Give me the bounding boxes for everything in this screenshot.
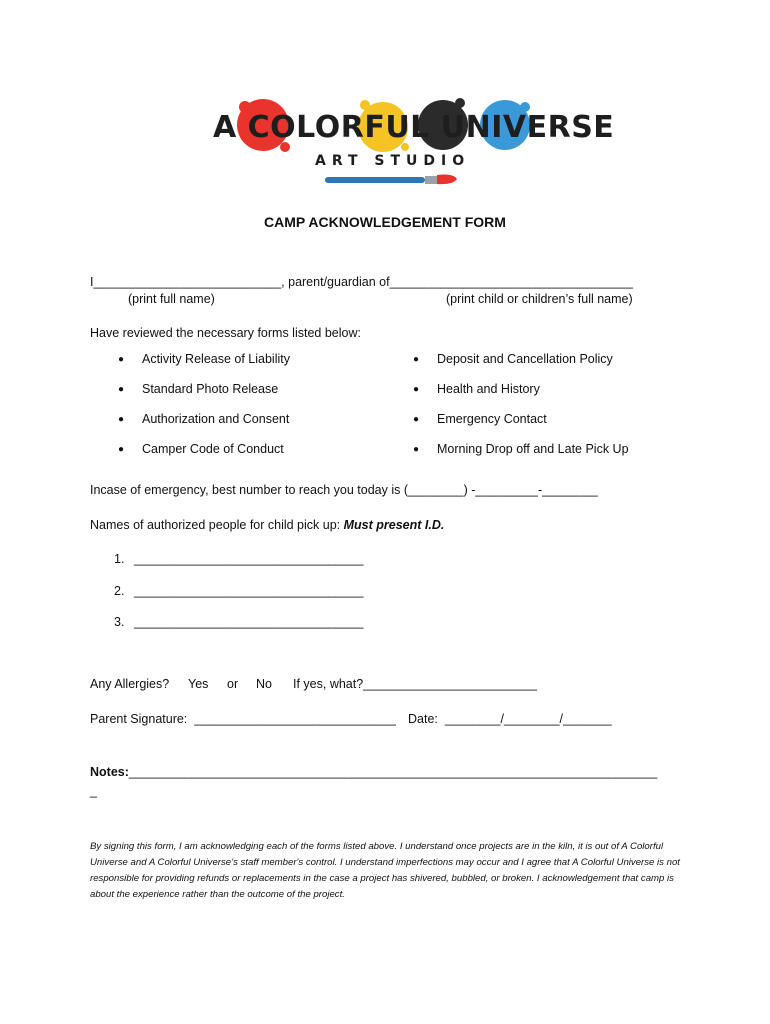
bullet-icon: ● — [118, 384, 125, 395]
form-item: Authorization and Consent — [142, 412, 290, 426]
allergies-label: Any Allergies? — [90, 677, 170, 691]
pickup-number: 2. — [114, 584, 125, 598]
pickup-name-field[interactable]: _________________________________ — [134, 552, 364, 566]
guardian-name-line[interactable]: I___________________________, parent/guardian of___________________________________ — [90, 275, 633, 289]
pickup-heading-text: Names of authorized people for child pick up: — [90, 518, 344, 532]
form-item: Activity Release of Liability — [142, 352, 290, 366]
parent-signature-field[interactable]: Parent Signature: _____________________________ — [90, 712, 396, 726]
allergies-yes-option[interactable]: Yes — [188, 677, 209, 691]
pickup-heading — [90, 518, 444, 532]
emergency-number-line[interactable]: Incase of emergency, best number to reach you today is (________) -_________-________ — [90, 483, 598, 497]
form-item: Standard Photo Release — [142, 382, 279, 396]
reviewed-heading: Have reviewed the necessary forms listed below: — [90, 326, 361, 340]
allergies-details-field[interactable]: If yes, what?_________________________ — [293, 677, 537, 691]
form-item: Camper Code of Conduct — [142, 442, 284, 456]
bullet-icon: ● — [413, 354, 420, 365]
print-child-name-hint: (print child or children’s full name) — [446, 292, 633, 306]
print-full-name-hint: (print full name) — [128, 292, 215, 306]
notes-field[interactable] — [90, 765, 657, 779]
pickup-emphasis: Must present I.D. — [343, 518, 445, 532]
bullet-icon: ● — [118, 414, 125, 425]
studio-logo — [205, 95, 615, 195]
form-item: Emergency Contact — [437, 412, 547, 426]
bullet-icon: ● — [413, 444, 420, 455]
date-field[interactable]: Date: ________/________/_______ — [408, 712, 612, 726]
form-item: Health and History — [437, 382, 540, 396]
pickup-name-field[interactable]: _________________________________ — [134, 615, 364, 629]
bullet-icon: ● — [118, 354, 125, 365]
page-title: CAMP ACKNOWLEDGEMENT FORM — [264, 214, 506, 230]
logo-subtitle: ART STUDIO — [315, 153, 471, 169]
bullet-icon: ● — [413, 414, 420, 425]
form-item: Morning Drop off and Late Pick Up — [437, 442, 629, 456]
pickup-number: 1. — [114, 552, 125, 566]
bullet-icon: ● — [118, 444, 125, 455]
allergies-no-option[interactable]: No — [256, 677, 272, 691]
bullet-icon: ● — [413, 384, 420, 395]
logo-title: A COLORFUL UNIVERSE — [213, 110, 615, 145]
disclaimer-text: By signing this form, I am acknowledging each of the forms listed above. I understand once projects are in the kiln, it is out of A Colorful Universe and A Colorful Universe’s staff member's control. I understand imperfections may occur and I agree that A Colorful Universe is not responsible for providing refunds or replacements in the case a project has shivered, bubbled, or broken. I acknowledgement that camp is about the experience rather than the outcome of the project. — [90, 841, 680, 900]
pickup-name-field[interactable]: _________________________________ — [134, 584, 364, 598]
form-item: Deposit and Cancellation Policy — [437, 352, 613, 366]
notes-line[interactable]: ____________________________________________________________________________ — [128, 765, 658, 779]
notes-trailing: _ — [90, 784, 97, 798]
pickup-number: 3. — [114, 615, 125, 629]
notes-label: Notes: — [90, 765, 129, 779]
allergies-or: or — [227, 677, 239, 691]
